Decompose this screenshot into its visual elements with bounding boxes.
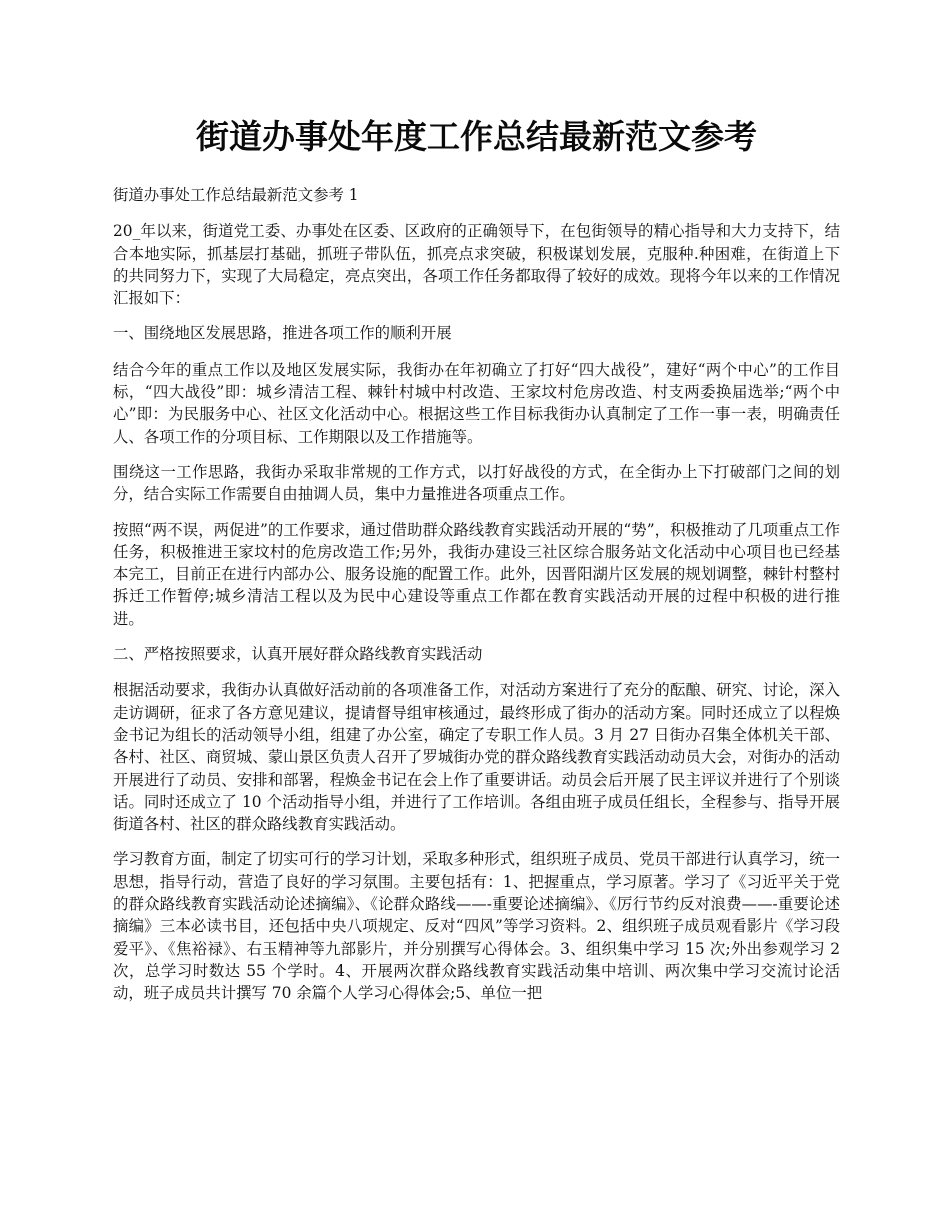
section-heading-2: 二、严格按照要求，认真开展好群众路线教育实践活动 [113, 645, 483, 664]
paragraph-work-goals: 结合今年的重点工作以及地区发展实际，我街办在年初确立了打好“四大战役”，建好“两个中心”的工作目标，“四大战役”即：城乡清洁工程、棘针村城中村改造、王家坟村危房改造、村支两委换届选举;“两个中心”即：为民服务中心、社区文化活动中心。根据这些工作目标我街办认真制定了工作一事一表，明确责任人、各项工作的分项目标、工作期限以及工作措施等。 [113, 360, 840, 446]
paragraph-activity-prep: 根据活动要求，我街办认真做好活动前的各项准备工作，对活动方案进行了充分的酝酿、研究、讨论，深入走访调研，征求了各方意见建议，提请督导组审核通过，最终形成了街办的活动方案。同时还成立了以程焕金书记为组长的活动领导小组，组建了办公室，确定了专职工作人员。3 月 27 日街办召集全体机关干部、各村、社区、商贸城、蒙山景区负责人召开了罗城街办党的群众路线教育实践活动动员大会，对街办的活动开展进行了动员、安排和部署，程焕金书记在会上作了重要讲话。动员会后开展了民主评议并进行了个别谈话。同时还成立了 10 个活动指导小组，并进行了工作培训。各组由班子成员任组长，全程参与、指导开展街道各村、社区的群众路线教育实践活动。 [113, 681, 840, 834]
paragraph-intro: 20_年以来，街道党工委、办事处在区委、区政府的正确领导下，在包街领导的精心指导和大力支持下，结合本地实际，抓基层打基础，抓班子带队伍，抓亮点求突破，积极谋划发展，克服种.种困难，在街道上下的共同努力下，实现了大局稳定，亮点突出，各项工作任务都取得了较好的成效。现将今年以来的工作情况汇报如下： [113, 222, 840, 308]
paragraph-key-projects: 按照“两不误，两促进”的工作要求，通过借助群众路线教育实践活动开展的“势”，积极推动了几项重点工作任务，积极推进王家坟村的危房改造工作;另外，我街办建设三社区综合服务站文化活动中心项目也已经基本完工，目前正在进行内部办公、服务设施的配置工作。此外，因晋阳湖片区发展的规划调整，棘针村整村拆迁工作暂停;城乡清洁工程以及为民中心建设等重点工作都在教育实践活动开展的过程中积极的进行推进。 [113, 520, 840, 628]
paragraph-work-method: 围绕这一工作思路，我街办采取非常规的工作方式，以打好战役的方式，在全街办上下打破部门之间的划分，结合实际工作需要自由抽调人员，集中力量推进各项重点工作。 [113, 462, 840, 504]
document-page [113, 112, 840, 1018]
section-heading-1: 一、围绕地区发展思路，推进各项工作的顺利开展 [113, 324, 452, 343]
paragraph-study-education: 学习教育方面，制定了切实可行的学习计划，采取多种形式，组织班子成员、党员干部进行认真学习，统一思想，指导行动，营造了良好的学习氛围。主要包括有：1、把握重点，学习原著。学习了《习近平关于党的群众路线教育实践活动论述摘编》、《论群众路线——-重要论述摘编》、《厉行节约反对浪费——-重要论述摘编》三本必读书目，还包括中央八项规定、反对“四风”等学习资料。2、组织班子成员观看影片《学习段爱平》、《焦裕禄》、右玉精神等九部影片，并分别撰写心得体会。3、组织集中学习 15 次;外出参观学习 2 次，总学习时数达 55 个学时。4、开展两次群众路线教育实践活动集中培训、两次集中学习交流讨论活动，班子成员共计撰写 70 余篇个人学习心得体会;5、单位一把 [113, 850, 840, 1003]
document-subtitle: 街道办事处工作总结最新范文参考 1 [113, 186, 359, 204]
document-title: 街道办事处年度工作总结最新范文参考 [196, 117, 757, 156]
